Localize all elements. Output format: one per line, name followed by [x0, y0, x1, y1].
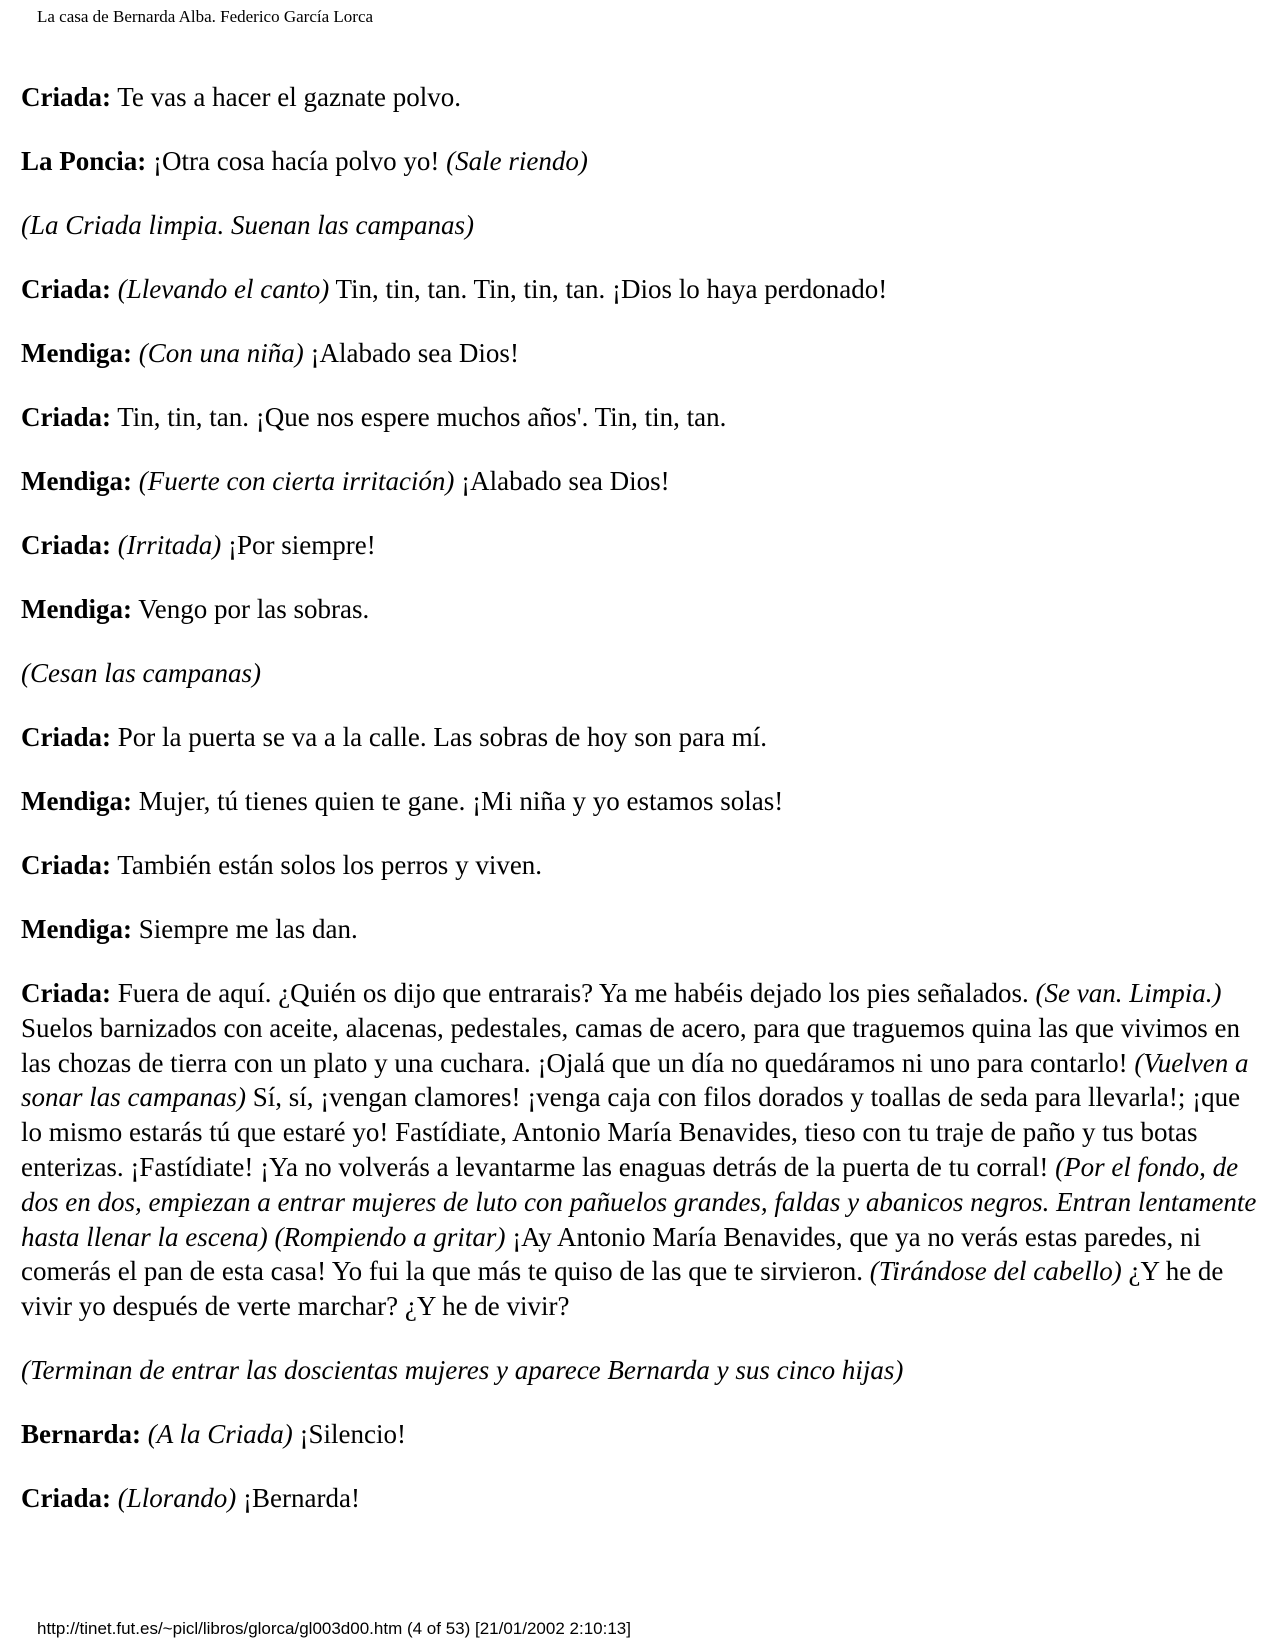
stage-direction: (Cesan las campanas)	[21, 658, 261, 688]
stage-direction: (Llorando)	[117, 1482, 237, 1513]
dialogue-text	[132, 338, 139, 368]
dialogue-text: Tin, tin, tan. ¡Que nos espere muchos años'. Tin, tin, tan.	[111, 402, 727, 432]
dialogue-text	[111, 1483, 118, 1513]
dialogue-paragraph	[21, 144, 1266, 179]
speaker-name: Mendiga:	[21, 594, 132, 624]
stage-direction: (Con una niña)	[138, 338, 304, 368]
stage-direction: (Llevando el canto)	[117, 274, 330, 304]
dialogue-paragraph	[21, 976, 1266, 1324]
dialogue-text: También están solos los perros y viven.	[111, 850, 543, 880]
dialogue-text	[132, 466, 139, 496]
speaker-name: Mendiga:	[21, 914, 132, 944]
stage-direction: (A la Criada)	[147, 1418, 293, 1449]
dialogue-paragraph	[21, 784, 1266, 819]
dialogue-text: ¡Bernarda!	[236, 1482, 360, 1513]
dialogue-paragraph	[21, 272, 1266, 307]
dialogue-text: Por la puerta se va a la calle. Las sobras de hoy son para mí.	[111, 722, 768, 752]
speaker-name: La Poncia:	[21, 146, 147, 176]
stage-direction: (Terminan de entrar las doscientas mujeres y aparece Bernarda y sus cinco hijas)	[21, 1354, 904, 1385]
stage-direction: (Sale riendo)	[446, 146, 588, 176]
dialogue-paragraph	[21, 1417, 1266, 1452]
dialogue-paragraph	[21, 848, 1266, 883]
dialogue-text: Vengo por las sobras.	[132, 594, 370, 624]
dialogue-paragraph	[21, 464, 1266, 499]
speaker-name: Criada:	[21, 978, 111, 1008]
stage-direction: (Irritada)	[117, 530, 222, 560]
speaker-name: Criada:	[21, 850, 111, 880]
dialogue-text: ¡Silencio!	[292, 1418, 406, 1449]
dialogue-text: Sí, sí, ¡vengan clamores! ¡venga caja con filos dorados y toallas de seda para llevarla!; ¡que lo mismo estarás tú que estaré yo! Fastídiate, Antonio María Benavides, tieso con tu traje de paño y tus botas enterizas. ¡Fastídiate! ¡Ya no volverás a levantarme las enaguas detrás de la puerta de tu corral!	[21, 1082, 1241, 1182]
stage-direction: (Por el fondo, de dos en dos, empiezan a entrar mujeres de luto con pañuelos grandes, faldas y abanicos negros. Entran lentamente hasta llenar la escena) (Rompiendo a gritar)	[21, 1151, 1257, 1252]
dialogue-text	[141, 1419, 148, 1449]
dialogue-paragraph	[21, 1353, 1266, 1388]
dialogue-text: ¡Alabado sea Dios!	[303, 338, 519, 368]
speaker-name: Criada:	[21, 1482, 111, 1513]
speaker-name: Criada:	[21, 274, 111, 304]
dialogue-paragraph	[21, 336, 1266, 371]
speaker-name: Mendiga:	[21, 466, 132, 496]
dialogue-text: ¡Ay Antonio María Benavides, que ya no verás estas paredes, ni comerás el pan de esta casa! Yo fui la que más te quiso de las que te sirvieron.	[21, 1221, 1202, 1287]
dialogue-text: ¡Por siempre!	[221, 530, 376, 560]
dialogue-paragraph	[21, 528, 1266, 563]
dialogue-text: Mujer, tú tienes quien te gane. ¡Mi niña y yo estamos solas!	[132, 786, 784, 816]
dialogue-paragraph	[21, 400, 1266, 435]
page-footer-url: http://tinet.fut.es/~picl/libros/glorca/gl003d00.htm (4 of 53) [21/01/2002 2:10:13]	[37, 1619, 631, 1638]
speaker-name: Criada:	[21, 82, 111, 112]
speaker-name: Bernarda:	[21, 1418, 141, 1449]
dialogue-text: ¿Y he de vivir yo después de verte marchar? ¿Y he de vivir?	[21, 1256, 1224, 1322]
speaker-name: Mendiga:	[21, 786, 132, 816]
dialogue-text	[111, 530, 118, 560]
stage-direction: (Fuerte con cierta irritación)	[138, 466, 455, 496]
dialogue-text: Fuera de aquí. ¿Quién os dijo que entrarais? Ya me habéis dejado los pies señalados.	[111, 978, 1036, 1008]
stage-direction: (La Criada limpia. Suenan las campanas)	[21, 210, 475, 240]
dialogue-paragraph	[21, 656, 1266, 691]
speaker-name: Criada:	[21, 402, 111, 432]
dialogue-text: Tin, tin, tan. Tin, tin, tan. ¡Dios lo haya perdonado!	[329, 274, 888, 304]
speaker-name: Mendiga:	[21, 338, 132, 368]
speaker-name: Criada:	[21, 530, 111, 560]
stage-direction: (Vuelven a sonar las campanas)	[21, 1047, 1249, 1113]
dialogue-paragraph	[21, 720, 1266, 755]
page-header-title: La casa de Bernarda Alba. Federico García Lorca	[37, 7, 374, 26]
dialogue-text	[111, 274, 118, 304]
dialogue-text: Te vas a hacer el gaznate polvo.	[111, 82, 461, 112]
dialogue-text: ¡Alabado sea Dios!	[454, 466, 670, 496]
dialogue-paragraph	[21, 80, 1266, 115]
dialogue-paragraph	[21, 912, 1266, 947]
stage-direction: (Tirándose del cabello)	[869, 1256, 1122, 1287]
speaker-name: Criada:	[21, 722, 111, 752]
dialogue-text: ¡Otra cosa hacía polvo yo!	[146, 146, 447, 176]
play-text	[21, 80, 1266, 1545]
dialogue-paragraph	[21, 208, 1266, 243]
dialogue-text: Suelos barnizados con aceite, alacenas, pedestales, camas de acero, para que traguemos quina las que vivimos en las chozas de tierra con un plato y una cuchara. ¡Ojalá que un día no quedáramos ni uno para contarlo!	[21, 1012, 1241, 1078]
dialogue-paragraph	[21, 592, 1266, 627]
dialogue-text: Siempre me las dan.	[132, 914, 358, 944]
dialogue-paragraph	[21, 1481, 1266, 1516]
stage-direction: (Se van. Limpia.)	[1035, 978, 1222, 1008]
